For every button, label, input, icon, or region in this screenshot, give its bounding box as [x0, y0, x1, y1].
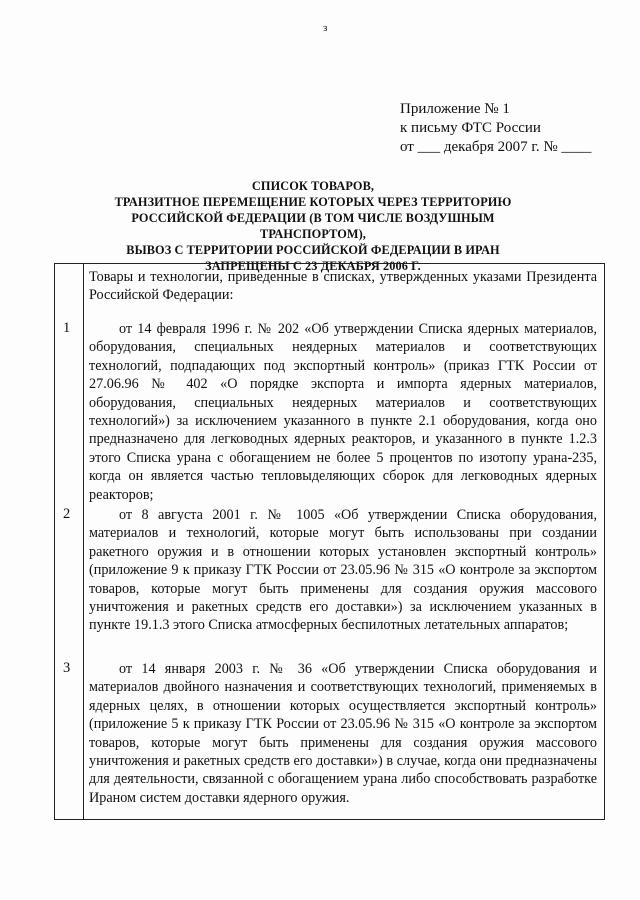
appendix-line-1: Приложение № 1	[400, 101, 510, 117]
row-text-2: от 8 августа 2001 г. № 1005 «Об утверждении Списка оборудования, материалов и технологий, которые могут быть использованы при создании ракетного оружия и в отношении которых установлен экспортный контроль» (приложение 9 к приказу ГТК России от 23.05.96 № 315 «О контроле за экспортом товаров, которые могут быть применены для создания оружия массового уничтожения и ракетных средств его доставки») за исключением указанных в пункте 19.1.3 этого Списка атмосферных беспилотных летательных аппаратов;	[89, 507, 597, 634]
row-text-1: от 14 февраля 1996 г. № 202 «Об утверждении Списка ядерных материалов, оборудования, специальных неядерных материалов и соответствующих технологий, подпадающих под экспортный контроль» (приказ ГТК России от 27.06.96 № 402 «О порядке экспорта и импорта ядерных материалов, оборудования, специальных неядерных материалов и соответствующих технологий») за исключением указанного в пункте 2.1 оборудования, когда оно предназначено для легководных ядерных реакторов, и указанного в пункте 1.2.3 этого Списка урана с обогащением не более 5 процентов по изотопу урана-235, когда он является частью тепловыделяющих сборок для легководных ядерных реакторов;	[89, 321, 597, 503]
goods-table	[54, 263, 605, 820]
title-line-1: СПИСОК ТОВАРОВ,	[251, 179, 375, 193]
title-line-5: ЗАПРЕЩЕНЫ С 23 ДЕКАБРЯ 2006 Г.	[205, 259, 421, 273]
document-title	[78, 178, 548, 274]
row-text-3: от 14 января 2003 г. № 36 «Об утверждении Списка оборудования и материалов двойного назначения и соответствующих технологий, применяемых в ядерных целях, в отношении которых осуществляется экспортный контроль» (приложение 5 к приказу ГТК России от 23.05.96 № 315 «О контроле за экспортом товаров, которые могут быть применены для создания оружия массового уничтожения и ракетных средств его доставки») в случае, когда они предназначены для деятельности, связанной с обогащением урана либо способствовать разработке Ираном систем доставки ядерного оружия.	[89, 661, 597, 806]
appendix-header	[400, 100, 591, 157]
row-number-1: 1	[63, 320, 71, 336]
table-intro: Товары и технологии, приведенные в списках, утвержденных указами Президента Российской Федерации:	[89, 269, 597, 304]
appendix-line-2: к письму ФТС России	[400, 120, 541, 136]
title-line-2: ТРАНЗИТНОЕ ПЕРЕМЕЩЕНИЕ КОТОРЫХ ЧЕРЕЗ ТЕРРИТОРИЮ	[114, 195, 512, 209]
appendix-line-3: от ___ декабря 2007 г. № ____	[400, 139, 592, 155]
title-line-4: ВЫВОЗ С ТЕРРИТОРИИ РОССИЙСКОЙ ФЕДЕРАЦИИ В ИРАН	[126, 243, 500, 257]
row-number-2: 2	[63, 506, 71, 522]
row-number-3: 3	[63, 660, 71, 676]
page-mark: з	[323, 22, 328, 34]
column-divider	[83, 264, 84, 819]
title-line-3: РОССИЙСКОЙ ФЕДЕРАЦИИ (В ТОМ ЧИСЛЕ ВОЗДУШНЫМ ТРАНСПОРТОМ),	[131, 211, 495, 241]
